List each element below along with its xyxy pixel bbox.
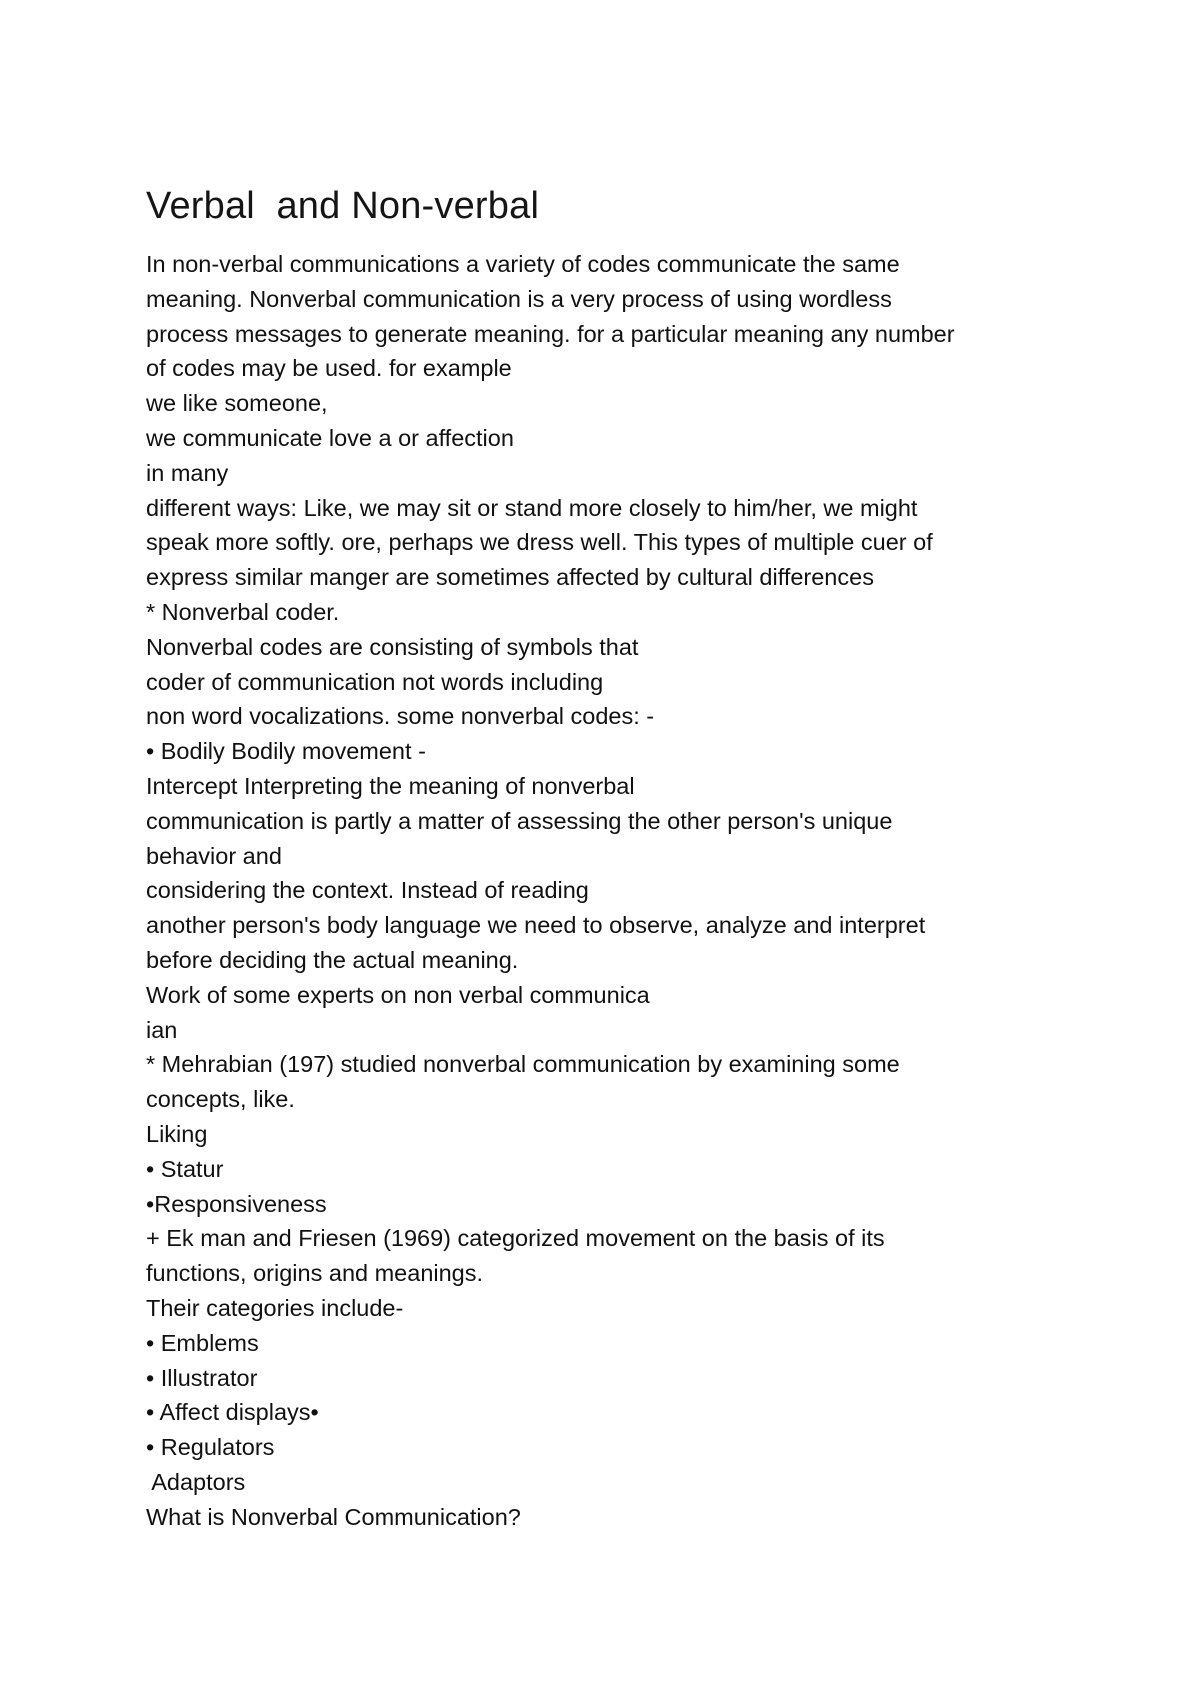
text-line: speak more softly. ore, perhaps we dress well. This types of multiple cuer of bbox=[146, 529, 933, 556]
text-line: we like someone, bbox=[146, 390, 328, 417]
text-line: • Illustrator bbox=[146, 1364, 258, 1391]
text-line: * Nonverbal coder. bbox=[146, 598, 340, 625]
text-line: Intercept Interpreting the meaning of nonverbal bbox=[146, 772, 635, 799]
text-line: Liking bbox=[146, 1120, 208, 1147]
text-line: before deciding the actual meaning. bbox=[146, 946, 519, 973]
text-line: different ways: Like, we may sit or stand more closely to him/her, we might bbox=[146, 494, 918, 521]
document-title: Verbal and Non-verbal bbox=[146, 185, 540, 227]
text-line: Nonverbal codes are consisting of symbols that bbox=[146, 633, 639, 660]
text-line: + Ek man and Friesen (1969) categorized movement on the basis of its bbox=[146, 1225, 885, 1252]
text-line: concepts, like. bbox=[146, 1086, 295, 1113]
text-line: • Affect displays• bbox=[146, 1399, 319, 1426]
text-line: considering the context. Instead of reading bbox=[146, 877, 589, 904]
text-line: * Mehrabian (197) studied nonverbal communication by examining some bbox=[146, 1051, 900, 1078]
text-line: in many bbox=[146, 459, 229, 486]
text-line: Their categories include- bbox=[146, 1294, 404, 1321]
text-line: Work of some experts on non verbal communica bbox=[146, 981, 650, 1008]
document-body bbox=[146, 247, 1086, 1534]
text-line: In non-verbal communications a variety of codes communicate the same bbox=[146, 251, 900, 277]
text-line: express similar manger are sometimes affected by cultural differences bbox=[146, 564, 874, 591]
document-content bbox=[146, 183, 1086, 1534]
text-line: • Emblems bbox=[146, 1329, 259, 1356]
text-line: behavior and bbox=[146, 842, 282, 869]
text-line: Adaptors bbox=[146, 1468, 246, 1495]
text-line: • Bodily Bodily movement - bbox=[146, 738, 426, 765]
text-line: ian bbox=[146, 1016, 178, 1043]
text-line: • Regulators bbox=[146, 1434, 275, 1461]
text-line: of codes may be used. for example bbox=[146, 355, 512, 382]
text-line: we communicate love a or affection bbox=[146, 424, 514, 451]
text-line: communication is partly a matter of assessing the other person's unique bbox=[146, 807, 893, 834]
text-line: another person's body language we need to observe, analyze and interpret bbox=[146, 912, 926, 939]
text-line: What is Nonverbal Communication? bbox=[146, 1503, 521, 1530]
text-line: functions, origins and meanings. bbox=[146, 1260, 484, 1287]
text-line: • Statur bbox=[146, 1155, 224, 1182]
text-line: process messages to generate meaning. for a particular meaning any number bbox=[146, 320, 955, 347]
text-line: meaning. Nonverbal communication is a very process of using wordless bbox=[146, 285, 892, 312]
text-line: •Responsiveness bbox=[146, 1190, 327, 1217]
text-line: non word vocalizations. some nonverbal codes: - bbox=[146, 703, 655, 730]
text-line: coder of communication not words including bbox=[146, 668, 604, 695]
